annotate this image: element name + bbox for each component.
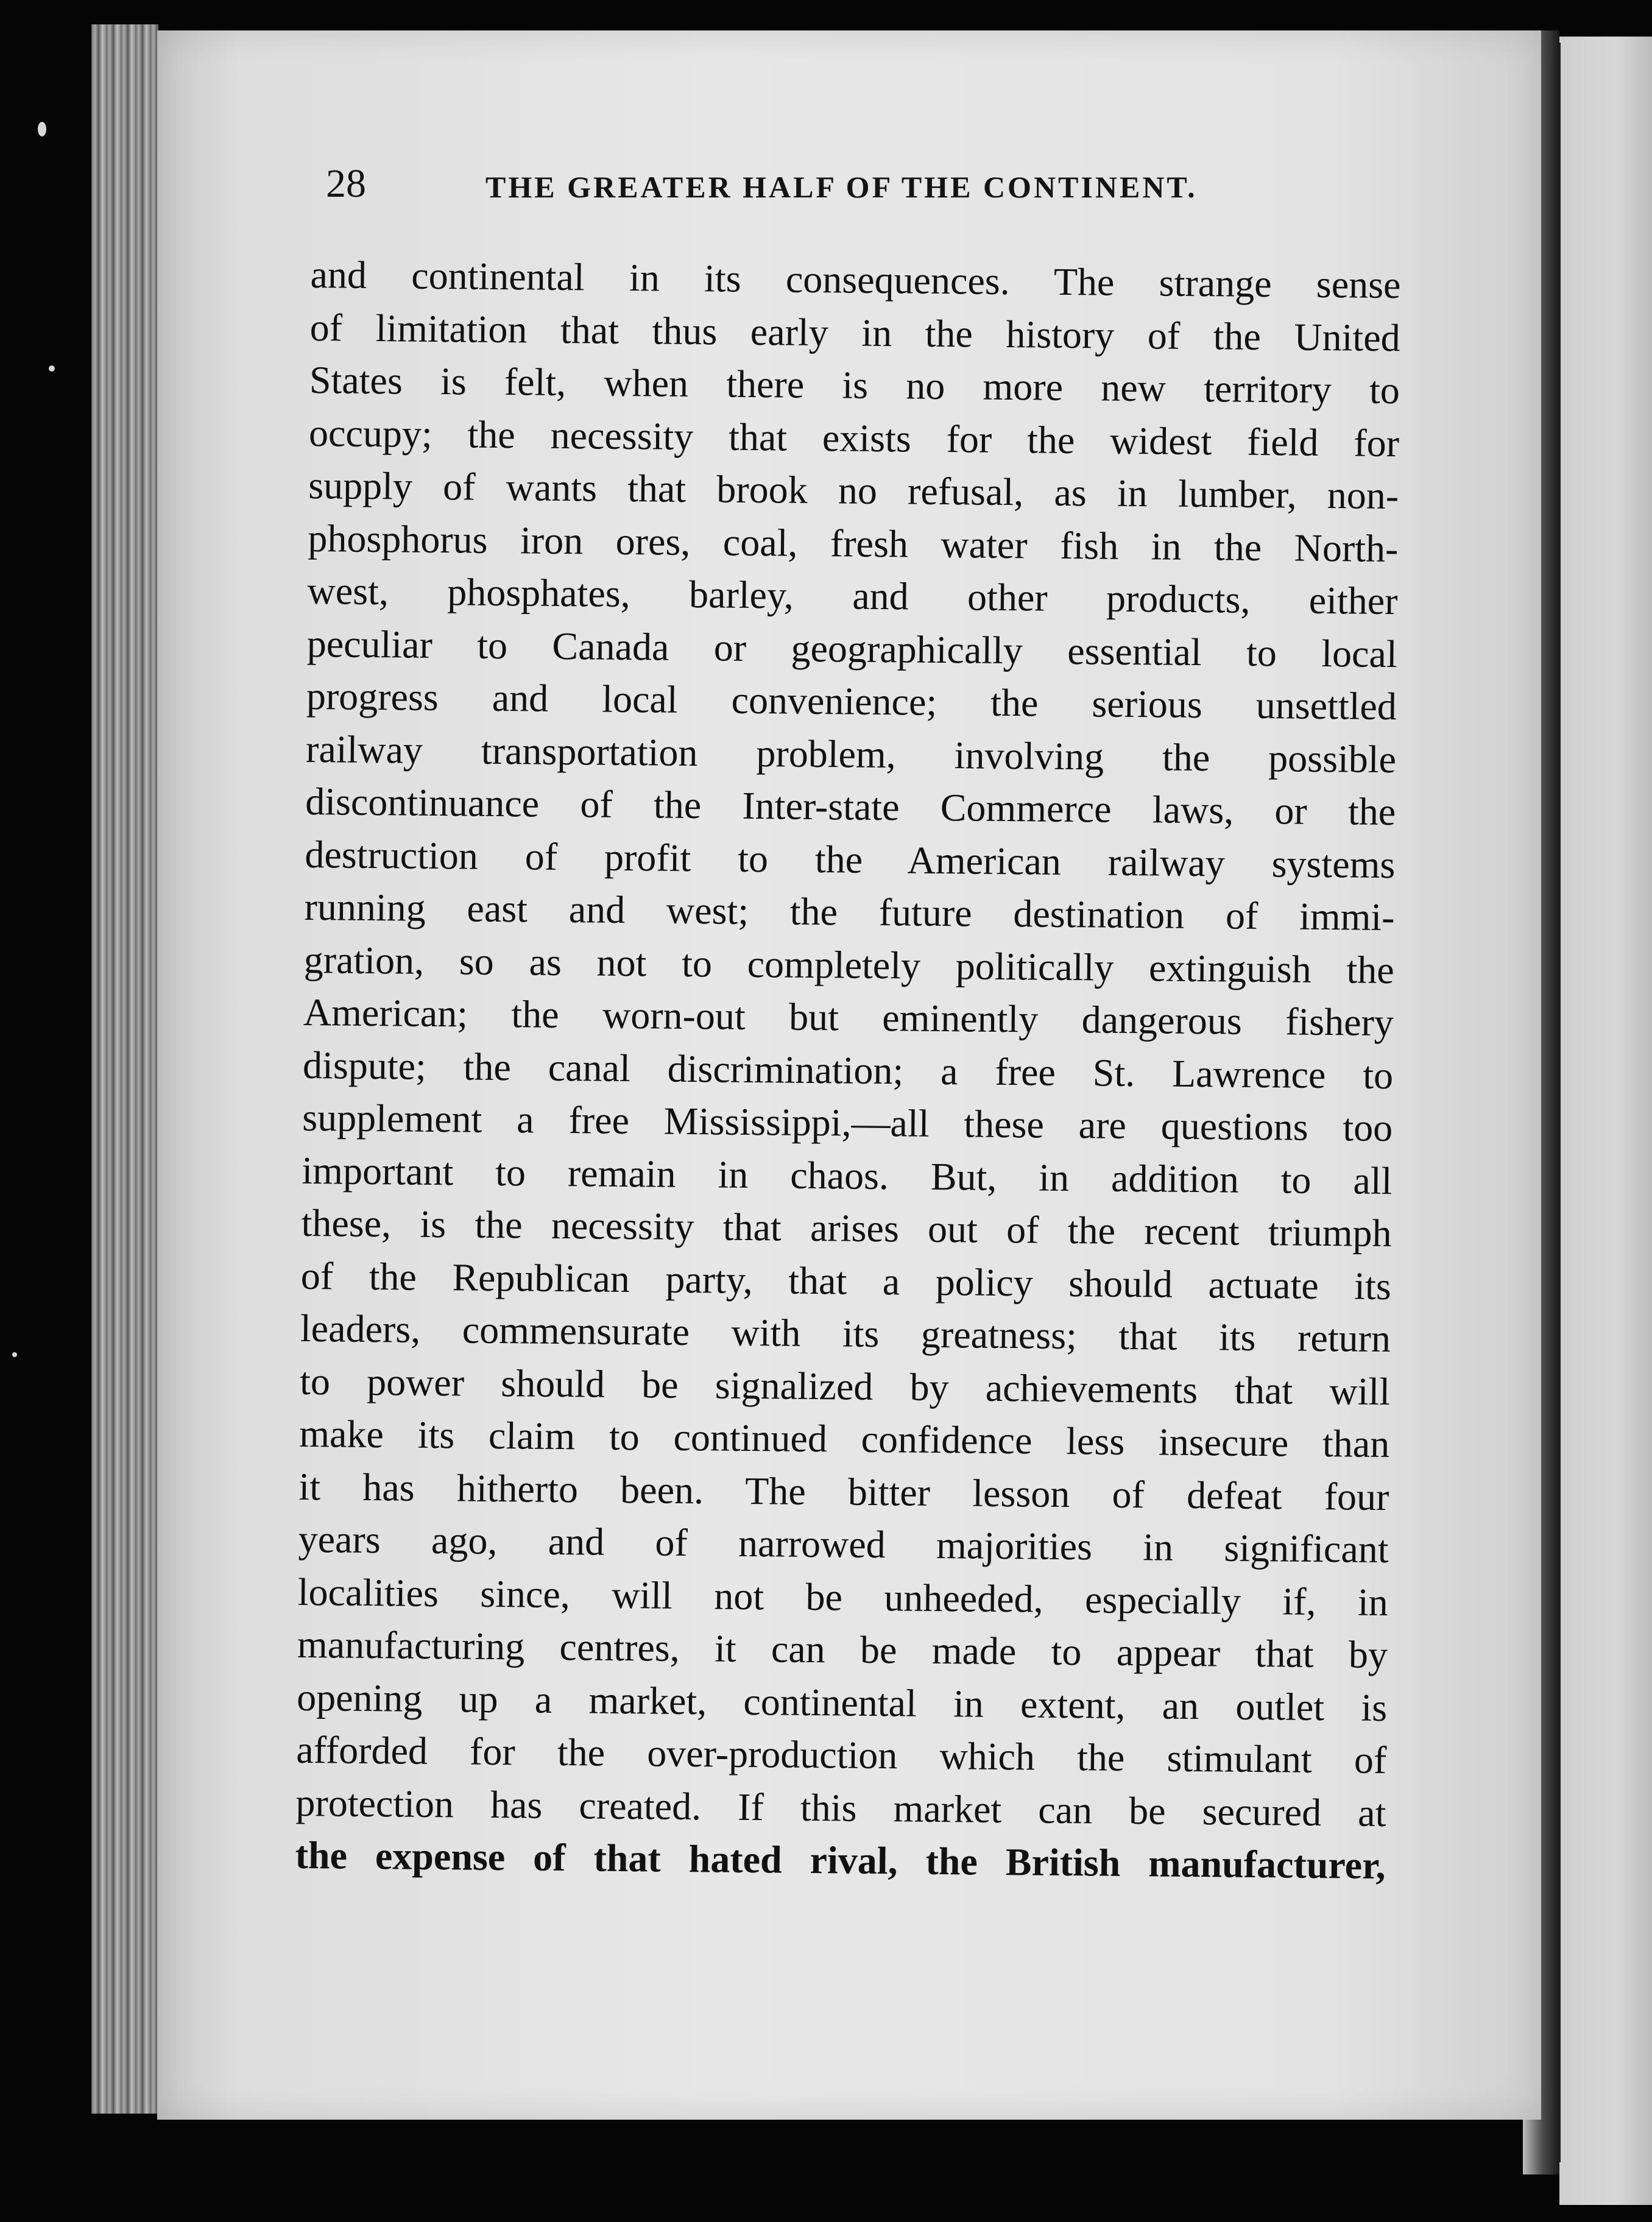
text-line: make its claim to continued confidence less insecure than bbox=[298, 1411, 1390, 1466]
scan-speck bbox=[38, 122, 46, 136]
text-line: of limitation that thus early in the history of the United bbox=[309, 305, 1401, 359]
text-line: occupy; the necessity that exists for the widest field for bbox=[308, 411, 1400, 465]
text-line: west, phosphates, barley, and other products, either bbox=[307, 568, 1398, 623]
text-line: important to remain in chaos. But, in addition to all bbox=[302, 1148, 1393, 1202]
body-text bbox=[295, 249, 1401, 1892]
text-line: discontinuance of the Inter-state Commerce laws, or the bbox=[305, 779, 1396, 834]
text-line: years ago, and of narrowed majorities in significant bbox=[298, 1517, 1389, 1571]
text-line: of the Republican party, that a policy should actuate its bbox=[300, 1254, 1392, 1308]
scan-speck bbox=[49, 365, 55, 372]
running-header bbox=[326, 160, 1264, 208]
stacked-page-edges bbox=[91, 24, 158, 2114]
text-line: peculiar to Canada or geographically essential to local bbox=[306, 621, 1398, 675]
facing-page-edge bbox=[1559, 37, 1652, 2205]
text-line: running east and west; the future destination of immi- bbox=[304, 884, 1395, 939]
text-line: destruction of profit to the American railway systems bbox=[305, 832, 1396, 886]
text-line: and continental in its consequences. The strange sense bbox=[310, 252, 1401, 307]
text-line: supplement a free Mississippi,—all these are questions too bbox=[302, 1095, 1393, 1150]
text-line: opening up a market, continental in extent, an outlet is bbox=[296, 1675, 1388, 1729]
text-line: American; the worn-out but eminently dangerous fishery bbox=[303, 990, 1394, 1045]
page-number: 28 bbox=[326, 161, 366, 206]
text-line: to power should be signalized by achievements that will bbox=[299, 1359, 1391, 1413]
text-line: protection has created. If this market can be secured at bbox=[295, 1780, 1386, 1835]
text-line: it has hitherto been. The bitter lesson of defeat four bbox=[298, 1464, 1389, 1518]
text-line: gration, so as not to completely politically extinguish the bbox=[303, 937, 1395, 992]
text-line: States is felt, when there is no more new territory to bbox=[309, 358, 1400, 412]
scan-speck bbox=[12, 1352, 17, 1357]
text-line: dispute; the canal discrimination; a free St. Lawrence to bbox=[302, 1043, 1394, 1097]
text-line: phosphorus iron ores, coal, fresh water fish in the North- bbox=[308, 516, 1399, 570]
text-line: supply of wants that brook no refusal, as in lumber, non- bbox=[308, 463, 1399, 518]
text-line: these, is the necessity that arises out of the recent triumph bbox=[301, 1201, 1392, 1255]
text-line: manufacturing centres, it can be made to appear that by bbox=[297, 1622, 1388, 1677]
running-title: THE GREATER HALF OF THE CONTINENT. bbox=[485, 170, 1198, 204]
text-line: railway transportation problem, involving the possible bbox=[305, 727, 1397, 781]
text-line: afforded for the over-production which the stimulant of bbox=[296, 1727, 1387, 1782]
text-line: leaders, commensurate with its greatness; that its return bbox=[300, 1306, 1391, 1361]
text-line: the expense of that hated rival, the British manufacturer, bbox=[295, 1833, 1386, 1888]
text-line: progress and local convenience; the serious unsettled bbox=[306, 674, 1397, 728]
text-line: localities since, will not be unheeded, especially if, in bbox=[297, 1570, 1389, 1624]
